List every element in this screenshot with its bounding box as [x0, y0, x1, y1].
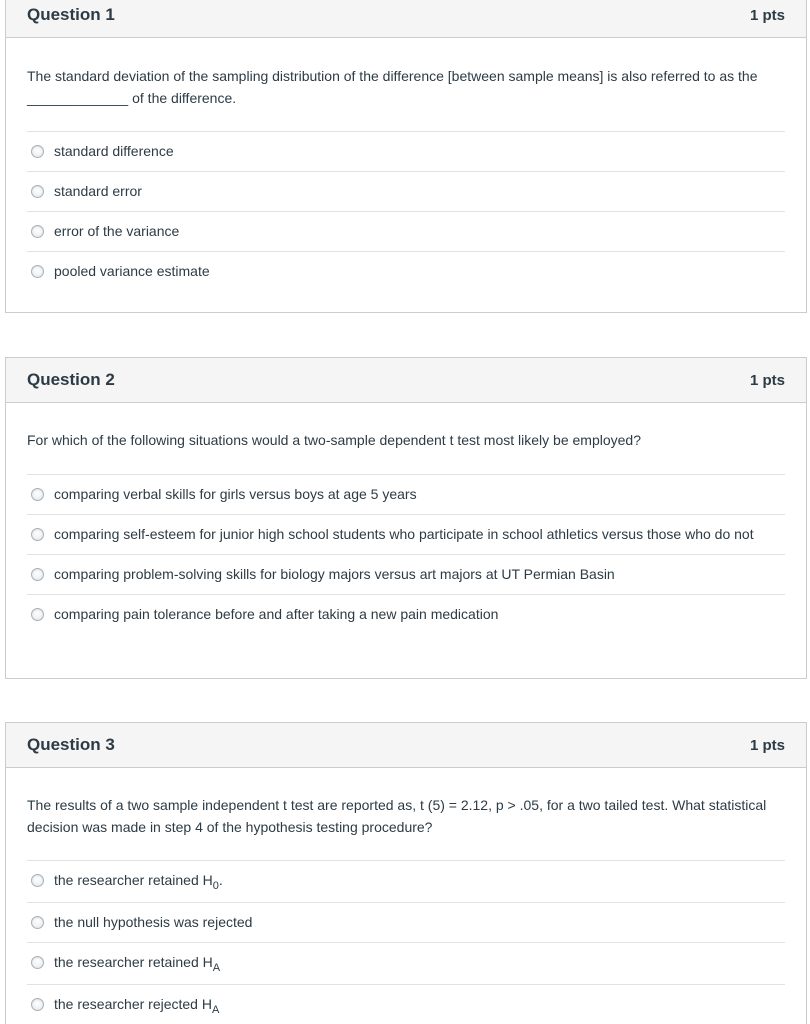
answer-text: the researcher retained H [54, 872, 213, 888]
question-body [6, 768, 806, 1024]
question-points: 1 pts [749, 736, 785, 754]
answer-option[interactable] [27, 212, 785, 252]
question-text: The results of a two sample independent t test are reported as, t (5) = 2.12, p > .05, for a two tailed test. What statistical decision was made in step 4 of the hypothesis testing procedure? [27, 797, 767, 835]
question-3 [5, 722, 807, 1024]
answer-option[interactable] [27, 132, 785, 172]
answer-list [27, 131, 785, 291]
answer-option[interactable] [27, 252, 785, 291]
answer-option[interactable] [27, 172, 785, 212]
question-1 [5, 0, 807, 313]
answer-list [27, 474, 785, 634]
answer-label[interactable]: the null hypothesis was rejected [54, 914, 253, 930]
radio-button[interactable] [31, 225, 44, 238]
answer-label[interactable]: standard difference [54, 143, 174, 159]
radio-button[interactable] [31, 608, 44, 621]
answer-label[interactable]: comparing verbal skills for girls versus boys at age 5 years [54, 486, 417, 502]
question-header [6, 0, 806, 38]
question-title: Question 2 [27, 370, 115, 389]
radio-button[interactable] [31, 145, 44, 158]
question-points: 1 pts [749, 6, 785, 24]
answer-label[interactable]: comparing problem-solving skills for biology majors versus art majors at UT Permian Basin [54, 566, 615, 582]
radio-button[interactable] [31, 488, 44, 501]
answer-text: the researcher retained H [54, 954, 213, 970]
answer-label[interactable]: pooled variance estimate [54, 263, 210, 279]
radio-button[interactable] [31, 956, 44, 969]
answer-option[interactable] [27, 903, 785, 943]
answer-option[interactable] [27, 555, 785, 595]
question-title: Question 1 [27, 5, 115, 24]
answer-label[interactable]: comparing pain tolerance before and after taking a new pain medication [54, 606, 499, 622]
radio-button[interactable] [31, 874, 44, 887]
radio-button[interactable] [31, 998, 44, 1011]
answer-label[interactable] [54, 952, 220, 975]
question-text: The standard deviation of the sampling distribution of the difference [between sample means] is also referred to as the _____________ of the difference. [27, 68, 758, 106]
answer-label[interactable]: error of the variance [54, 223, 180, 239]
radio-button[interactable] [31, 265, 44, 278]
subscript: A [211, 1004, 220, 1016]
question-text: For which of the following situations would a two-sample dependent t test most likely be employed? [27, 432, 641, 448]
answer-label[interactable] [54, 994, 219, 1017]
answer-option[interactable] [27, 943, 785, 985]
answer-label[interactable]: standard error [54, 183, 142, 199]
answer-option[interactable] [27, 985, 785, 1024]
radio-button[interactable] [31, 568, 44, 581]
subscript: A [212, 962, 221, 974]
answer-list [27, 860, 785, 1024]
answer-text: the researcher rejected H [54, 996, 212, 1012]
question-2 [5, 357, 807, 679]
radio-button[interactable] [31, 916, 44, 929]
answer-option[interactable] [27, 515, 785, 555]
answer-option[interactable] [27, 861, 785, 903]
subscript: 0 [212, 880, 219, 892]
question-points: 1 pts [749, 371, 785, 389]
question-title: Question 3 [27, 735, 115, 754]
answer-label[interactable]: comparing self-esteem for junior high school students who participate in school athletics versus those who do not [54, 526, 754, 542]
answer-suffix: . [218, 872, 223, 888]
question-header [6, 723, 806, 768]
question-header [6, 358, 806, 403]
answer-label[interactable] [54, 870, 223, 893]
question-body [6, 403, 806, 634]
answer-option[interactable] [27, 595, 785, 634]
radio-button[interactable] [31, 528, 44, 541]
question-body [6, 38, 806, 291]
radio-button[interactable] [31, 185, 44, 198]
answer-option[interactable] [27, 475, 785, 515]
